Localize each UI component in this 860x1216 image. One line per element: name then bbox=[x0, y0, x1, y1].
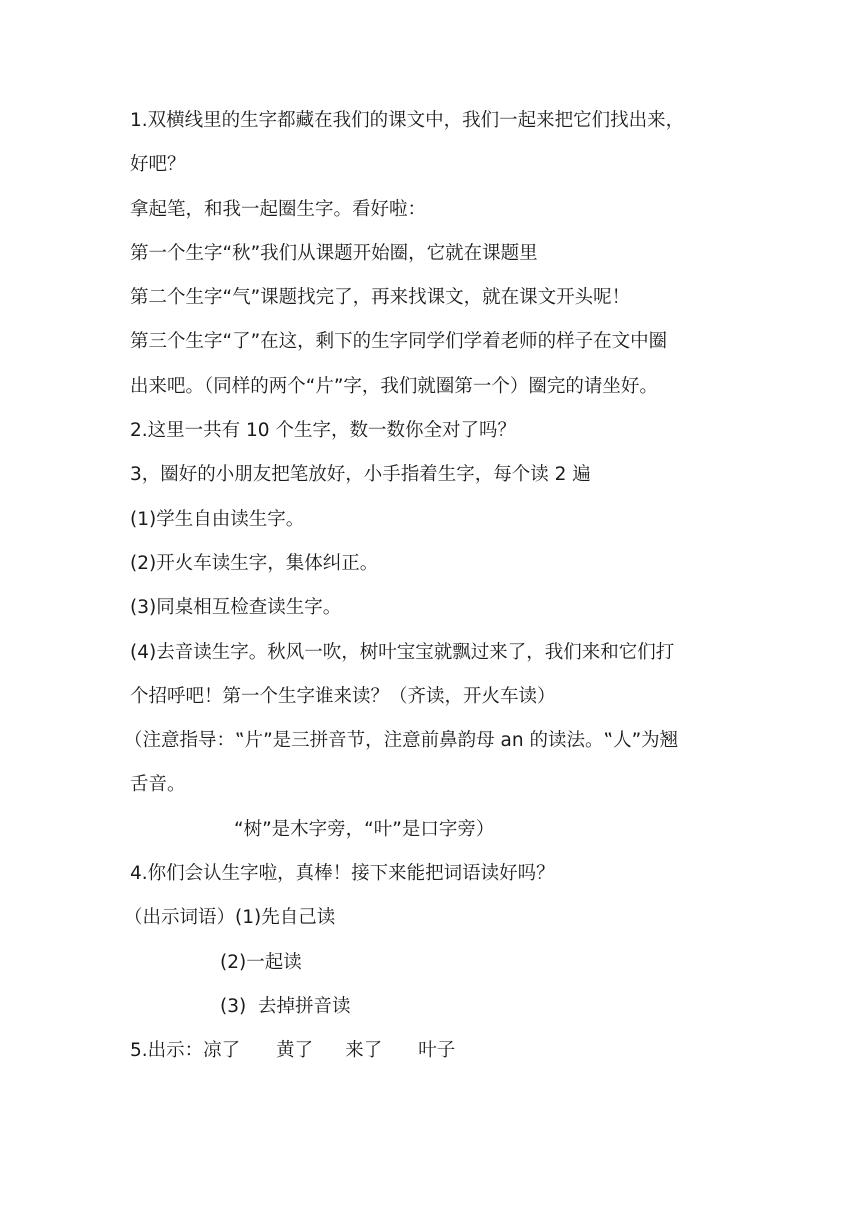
text-line: 拿起笔，和我一起圈生字。看好啦： bbox=[130, 198, 427, 220]
document-body bbox=[124, 110, 750, 1085]
word-list-prefix: 5.出示： bbox=[130, 1040, 204, 1062]
text-line: (2)一起读 bbox=[220, 951, 302, 973]
text-line: (2)开火车读生字，集体纠正。 bbox=[130, 552, 379, 574]
word-item: 叶子 bbox=[418, 1040, 456, 1062]
text-line: (3) 去掉拼音读 bbox=[220, 995, 351, 1017]
word-item: 凉了 bbox=[203, 1040, 241, 1062]
text-line: 舌音。 bbox=[130, 774, 186, 796]
text-line: (4)去音读生字。秋风一吹，树叶宝宝就飘过来了，我们来和它们打 bbox=[130, 641, 675, 663]
text-line: 4.你们会认生字啦，真棒！接下来能把词语读好吗？ bbox=[130, 863, 555, 885]
text-line: 2.这里一共有 10 个生字，数一数你全对了吗？ bbox=[130, 420, 516, 442]
text-line: (3)同桌相互检查读生字。 bbox=[130, 597, 342, 619]
text-line: 个招呼吧！第一个生字谁来读？（齐读，开火车读） bbox=[130, 685, 556, 707]
text-line: (1)学生自由读生字。 bbox=[130, 508, 305, 530]
text-line: （注意指导：‟片”是三拼音节，注意前鼻韵母 an 的读法。‟人”为翘 bbox=[124, 730, 679, 752]
text-line: 第一个生字“秋”我们从课题开始圈，它就在课题里 bbox=[130, 242, 538, 264]
text-line: 3，圈好的小朋友把笔放好，小手指着生字，每个读 2 遍 bbox=[130, 464, 591, 486]
text-line: 1.双横线里的生字都藏在我们的课文中，我们一起来把它们找出来， bbox=[130, 110, 685, 131]
text-line: （出示词语）(1)先自己读 bbox=[124, 907, 336, 929]
word-list-line bbox=[130, 1040, 750, 1062]
text-line: 出来吧。（同样的两个“片”字，我们就圈第一个）圈完的请坐好。 bbox=[130, 375, 658, 397]
text-line: 第三个生字“了”在这，剩下的生字同学们学着老师的样子在文中圈 bbox=[130, 331, 668, 353]
word-item: 来了 bbox=[345, 1040, 383, 1062]
text-line: 好吧？ bbox=[130, 154, 186, 176]
text-line: 第二个生字“气”课题找完了，再来找课文，就在课文开头呢！ bbox=[130, 287, 631, 309]
word-item: 黄了 bbox=[276, 1040, 314, 1062]
text-line: “树”是木字旁，“叶”是口字旁） bbox=[234, 818, 495, 840]
